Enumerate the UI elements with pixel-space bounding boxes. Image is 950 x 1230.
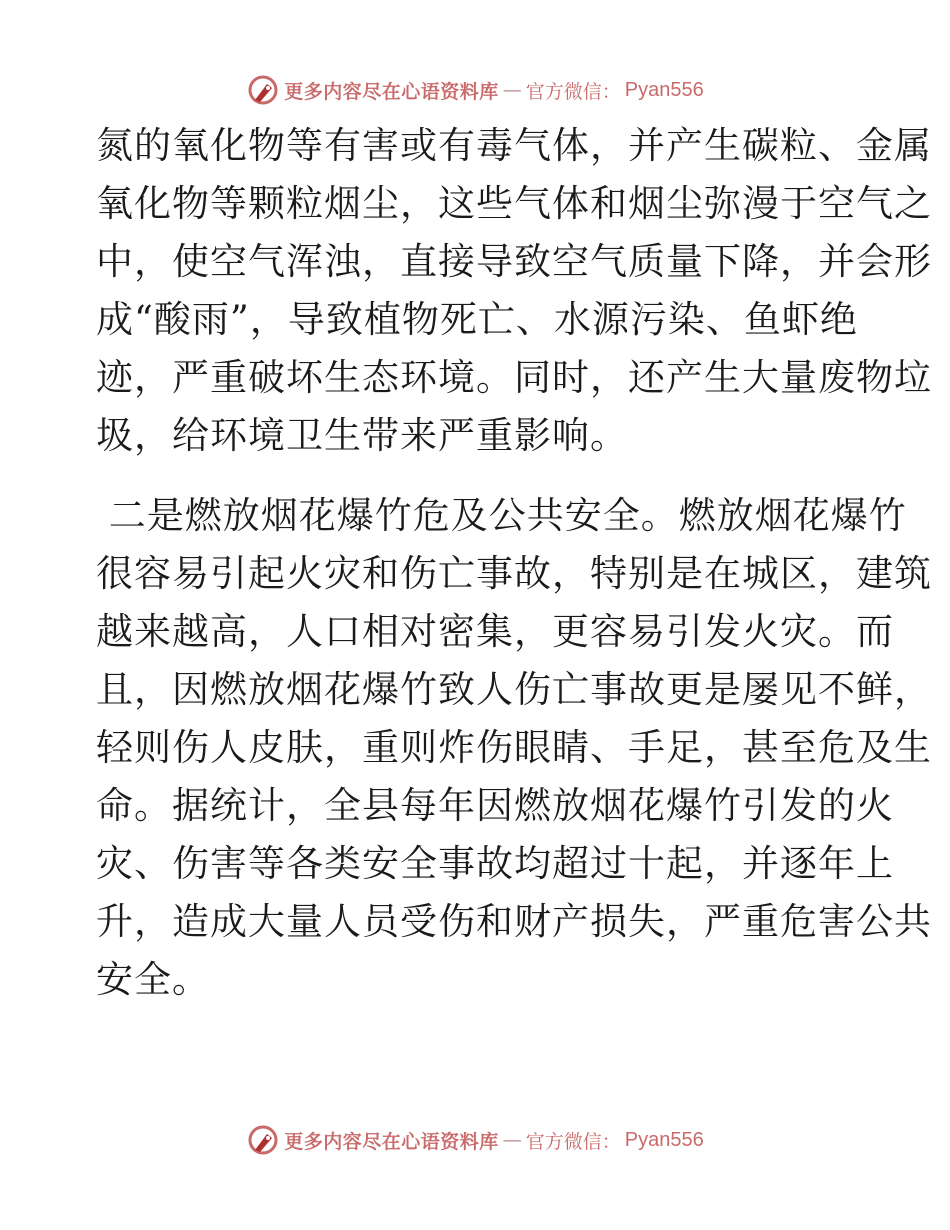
watermark-text: 更多内容尽在心语资料库 (284, 1130, 499, 1153)
text-line: 安全。 (96, 958, 210, 1001)
footer-watermark (0, 1120, 950, 1160)
text-line: 越来越高，人口相对密集，更容易引发火灾。而 (96, 610, 894, 653)
text-line: 中，使空气浑浊，直接导致空气质量下降，并会形 (96, 240, 932, 283)
text-line: 圾，给环境卫生带来严重影响。 (96, 414, 628, 457)
paragraph-1 (96, 117, 932, 465)
text-line: 成“酸雨”，导致植物死亡、水源污染、鱼虾绝 (96, 298, 858, 341)
text-line: 升，造成大量人员受伤和财产损失，严重危害公共 (96, 900, 932, 943)
document-body (96, 117, 932, 1009)
text-line: 氮的氧化物等有害或有毒气体，并产生碳粒、金属 (96, 124, 932, 167)
text-line: 灾、伤害等各类安全事故均超过十起，并逐年上 (96, 842, 894, 885)
text-line: 迹，严重破坏生态环境。同时，还产生大量废物垃 (96, 356, 932, 399)
watermark-wechat-id: Pyan556 (624, 78, 704, 101)
paragraph-2 (96, 487, 932, 1009)
paragraph-gap (96, 465, 856, 487)
text-line: 氧化物等颗粒烟尘，这些气体和烟尘弥漫于空气之 (96, 182, 932, 225)
watermark-separator: — (502, 79, 522, 101)
text-line: 二是燃放烟花爆竹危及公共安全。燃放烟花爆竹 (96, 494, 907, 537)
text-line: 轻则伤人皮肤，重则炸伤眼睛、手足，甚至危及生 (96, 726, 932, 769)
watermark-wechat-id: Pyan556 (624, 1128, 704, 1151)
watermark-separator: — (502, 1129, 522, 1151)
header-watermark (0, 70, 950, 110)
watermark-text: 更多内容尽在心语资料库 (284, 80, 499, 103)
pen-nib-circle-icon (246, 73, 280, 107)
watermark-wechat-label: 官方微信： (525, 80, 621, 103)
pen-nib-circle-icon (246, 1123, 280, 1157)
text-line: 命。据统计，全县每年因燃放烟花爆竹引发的火 (96, 784, 894, 827)
watermark-wechat-label: 官方微信： (525, 1130, 621, 1153)
text-line: 很容易引起火灾和伤亡事故，特别是在城区，建筑 (96, 552, 932, 595)
text-line: 且，因燃放烟花爆竹致人伤亡事故更是屡见不鲜， (96, 668, 932, 711)
